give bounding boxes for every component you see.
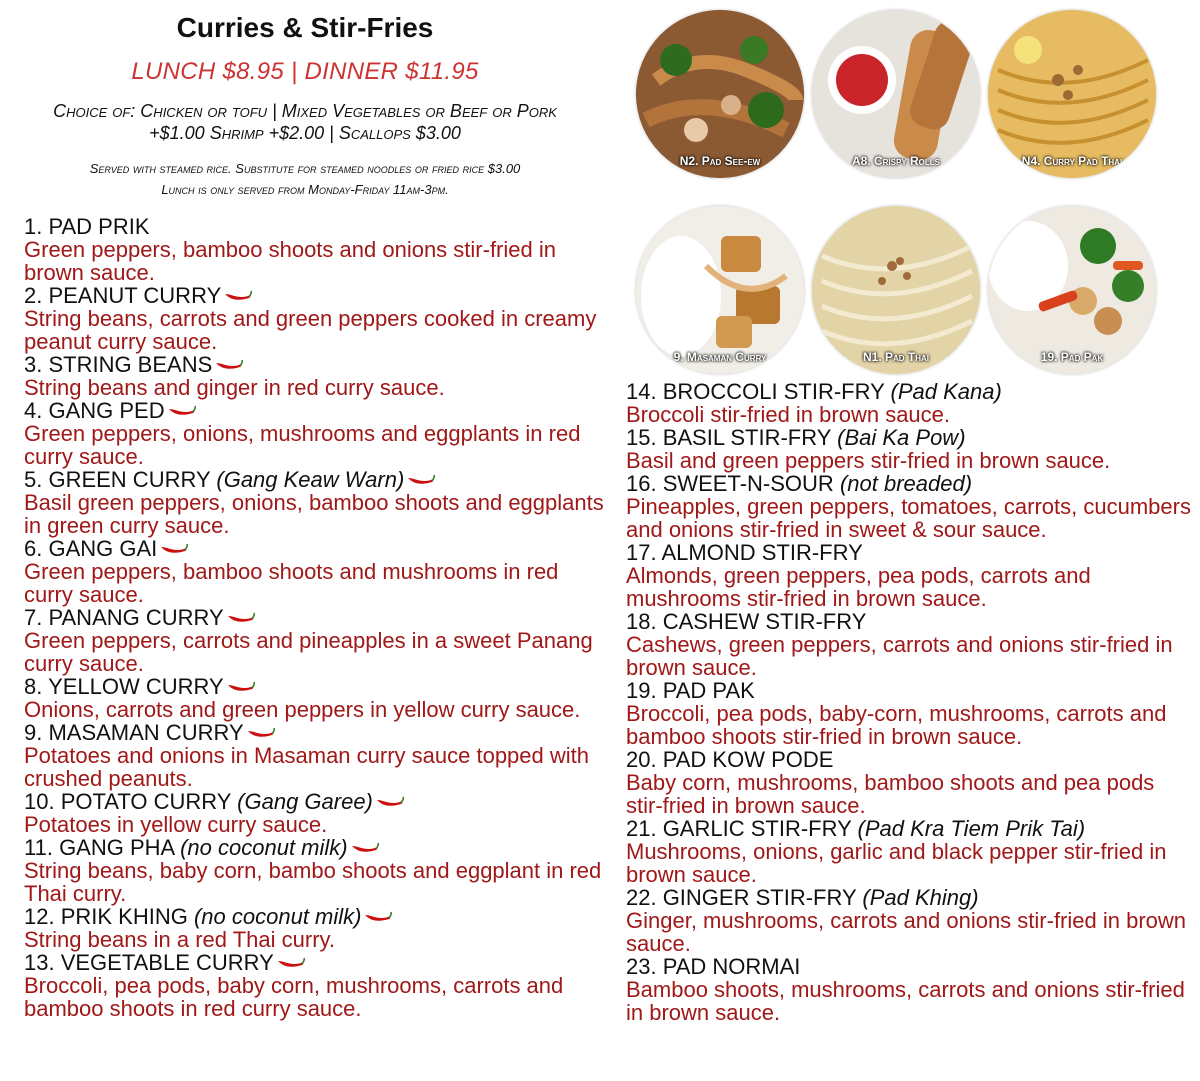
chili-pepper-icon xyxy=(375,796,405,810)
menu-item-name: 11. GANG PHA xyxy=(24,835,174,860)
menu-item-name-row xyxy=(626,748,1196,771)
menu-item-name: 17. ALMOND STIR-FRY xyxy=(626,540,863,565)
menu-item-description: Potatoes in yellow curry sauce. xyxy=(24,812,328,837)
photo-caption: N1. Pad Thai xyxy=(862,350,929,364)
menu-item-name: 14. BROCCOLI STIR-FRY xyxy=(626,379,885,404)
menu-item-description: Onions, carrots and green peppers in yellow curry sauce. xyxy=(24,697,581,722)
dish-photo-gallery xyxy=(636,10,1160,370)
menu-item-name-row xyxy=(626,380,1196,403)
menu-item-description: Green peppers, carrots and pineapples in a sweet Panang curry sauce. xyxy=(24,628,593,676)
menu-item-name-row xyxy=(24,353,604,376)
menu-column-left xyxy=(24,215,604,1020)
menu-item xyxy=(24,353,604,399)
menu-item xyxy=(24,468,604,537)
menu-item xyxy=(626,886,1196,955)
chili-pepper-icon xyxy=(246,727,276,741)
menu-item-description: String beans, carrots and green peppers cooked in creamy peanut curry sauce. xyxy=(24,306,597,354)
page-title: Curries & Stir-Fries xyxy=(176,12,434,43)
menu-item-description: Green peppers, onions, mushrooms and eggplants in red curry sauce. xyxy=(24,421,581,469)
menu-item-thai-name: (Pad Kana) xyxy=(890,379,1002,404)
chili-pepper-icon xyxy=(226,681,256,695)
menu-item-description: Cashews, green peppers, carrots and onions stir-fried in brown sauce. xyxy=(626,632,1173,680)
photo-caption: N2. Pad See-ew xyxy=(679,154,761,168)
menu-item-description: Broccoli, pea pods, baby corn, mushrooms, carrots and bamboo shoots in red curry sauce. xyxy=(24,973,564,1021)
menu-item-name-row xyxy=(626,817,1196,840)
menu-item xyxy=(24,284,604,353)
chili-pepper-icon xyxy=(350,842,380,856)
lunch-hours-note: Lunch is only served from Monday-Friday 11am-3pm. xyxy=(161,182,449,197)
chili-pepper-icon xyxy=(214,359,244,373)
menu-item-name: 20. PAD KOW PODE xyxy=(626,747,834,772)
menu-item-name-row xyxy=(24,606,604,629)
pad-see-ew-image xyxy=(636,10,804,178)
menu-item-name: 1. PAD PRIK xyxy=(24,214,150,239)
menu-item xyxy=(24,399,604,468)
menu-item xyxy=(626,541,1196,610)
menu-item xyxy=(24,606,604,675)
rice-note: Served with steamed rice. Substitute for steamed noodles or fried rice $3.00 xyxy=(89,161,521,176)
menu-item xyxy=(626,380,1196,426)
menu-item-description: Broccoli stir-fried in brown sauce. xyxy=(626,402,951,427)
menu-item xyxy=(24,905,604,951)
chili-pepper-icon xyxy=(406,474,436,488)
chili-pepper-icon xyxy=(167,405,197,419)
menu-item-description: Baby corn, mushrooms, bamboo shoots and pea pods stir-fried in brown sauce. xyxy=(626,770,1155,818)
menu-item-name-row xyxy=(24,284,604,307)
menu-item-description: Almonds, green peppers, pea pods, carrots and mushrooms stir-fried in brown sauce. xyxy=(626,563,1091,611)
menu-item-description: Mushrooms, onions, garlic and black pepper stir-fried in brown sauce. xyxy=(626,839,1167,887)
menu-item-name-row xyxy=(626,610,1196,633)
menu-item-name: 3. STRING BEANS xyxy=(24,352,213,377)
masaman-curry-photo xyxy=(636,206,804,374)
menu-item-name: 22. GINGER STIR-FRY xyxy=(626,885,857,910)
menu-item-description: String beans in a red Thai curry. xyxy=(24,927,336,952)
menu-item xyxy=(24,537,604,606)
chili-pepper-icon xyxy=(223,290,253,304)
menu-item xyxy=(24,951,604,1020)
menu-item-thai-name: (Pad Kra Tiem Prik Tai) xyxy=(857,816,1086,841)
photo-caption: 19. Pad Pak xyxy=(1040,350,1104,364)
menu-item xyxy=(626,472,1196,541)
menu-item-name-row xyxy=(626,472,1196,495)
menu-item-name: 5. GREEN CURRY xyxy=(24,467,211,492)
menu-item-description: Basil green peppers, onions, bamboo shoots and eggplants in green curry sauce. xyxy=(24,490,604,538)
menu-item-description: Broccoli, pea pods, baby-corn, mushrooms, carrots and bamboo shoots stir-fried in brown sauce. xyxy=(626,701,1167,749)
photo-caption: N4. Curry Pad Thai xyxy=(1021,154,1123,168)
menu-item-name: 7. PANANG CURRY xyxy=(24,605,224,630)
crispy-rolls-image xyxy=(812,10,980,178)
menu-item-name-row xyxy=(24,721,604,744)
menu-item-name-row xyxy=(24,790,604,813)
masaman-curry-image xyxy=(636,206,804,374)
menu-item-name: 13. VEGETABLE CURRY xyxy=(24,950,274,975)
photo-caption: A8. Crispy Rolls xyxy=(851,154,940,168)
menu-item-thai-name: (not breaded) xyxy=(839,471,973,496)
menu-item xyxy=(626,610,1196,679)
menu-item-thai-name: (no coconut milk) xyxy=(180,835,348,860)
menu-item-description: Bamboo shoots, mushrooms, carrots and onions stir-fried in brown sauce. xyxy=(626,977,1185,1025)
menu-item-name-row xyxy=(24,399,604,422)
menu-item-description: String beans, baby corn, bambo shoots and eggplant in red Thai curry. xyxy=(24,858,602,906)
curry-pad-thai-photo xyxy=(988,10,1156,178)
menu-item-name: 8. YELLOW CURRY xyxy=(24,674,224,699)
menu-item-name: 2. PEANUT CURRY xyxy=(24,283,222,308)
menu-item-description: String beans and ginger in red curry sauce. xyxy=(24,375,445,400)
menu-column-right xyxy=(626,380,1196,1024)
menu-item-name: 21. GARLIC STIR-FRY xyxy=(626,816,852,841)
menu-item-description: Pineapples, green peppers, tomatoes, carrots, cucumbers and onions stir-fried in sweet & sour sauce. xyxy=(626,494,1191,542)
menu-item-name-row xyxy=(626,886,1196,909)
menu-item-name: 19. PAD PAK xyxy=(626,678,755,703)
curry-pad-thai-image xyxy=(988,10,1156,178)
menu-item-description: Green peppers, bamboo shoots and onions stir-fried in brown sauce. xyxy=(24,237,556,285)
menu-item xyxy=(24,790,604,836)
chili-pepper-icon xyxy=(276,957,306,971)
chili-pepper-icon xyxy=(363,911,393,925)
served-note xyxy=(20,158,590,200)
menu-item-name: 15. BASIL STIR-FRY xyxy=(626,425,832,450)
menu-item-description: Potatoes and onions in Masaman curry sauce topped with crushed peanuts. xyxy=(24,743,589,791)
menu-item-name: 12. PRIK KHING xyxy=(24,904,188,929)
menu-item xyxy=(626,748,1196,817)
menu-item-thai-name: (Gang Keaw Warn) xyxy=(216,467,405,492)
price-line: LUNCH $8.95 | DINNER $11.95 xyxy=(131,58,479,85)
menu-item xyxy=(24,675,604,721)
pad-see-ew-photo xyxy=(636,10,804,178)
menu-item-name: 10. POTATO CURRY xyxy=(24,789,232,814)
menu-item-name-row xyxy=(24,905,604,928)
menu-item-name: 18. CASHEW STIR-FRY xyxy=(626,609,867,634)
menu-item-name: 23. PAD NORMAI xyxy=(626,954,801,979)
pad-thai-photo xyxy=(812,206,980,374)
menu-item-description: Green peppers, bamboo shoots and mushrooms in red curry sauce. xyxy=(24,559,559,607)
menu-item-name-row xyxy=(626,541,1196,564)
menu-item-thai-name: (no coconut milk) xyxy=(193,904,362,929)
menu-item xyxy=(24,836,604,905)
pad-pak-photo xyxy=(988,206,1156,374)
menu-item-thai-name: (Pad Khing) xyxy=(862,885,979,910)
menu-item-description: Basil and green peppers stir-fried in brown sauce. xyxy=(626,448,1111,473)
pad-thai-image xyxy=(812,206,980,374)
menu-item xyxy=(626,817,1196,886)
menu-item xyxy=(626,679,1196,748)
menu-item-description: Ginger, mushrooms, carrots and onions stir-fried in brown sauce. xyxy=(626,908,1187,956)
menu-item-name: 6. GANG GAI xyxy=(24,536,158,561)
protein-choice: Choice of: Chicken or tofu | Mixed Vegetables or Beef or Pork +$1.00 Shrimp +$2.00 | Scallops $3.00 xyxy=(53,101,557,143)
menu-item-name-row xyxy=(24,468,604,491)
menu-item xyxy=(24,721,604,790)
menu-item-name-row xyxy=(24,675,604,698)
menu-item-thai-name: (Gang Garee) xyxy=(237,789,373,814)
menu-item-name-row xyxy=(24,951,604,974)
menu-item-name: 9. MASAMAN CURRY xyxy=(24,720,244,745)
chili-pepper-icon xyxy=(226,612,256,626)
crispy-rolls-photo xyxy=(812,10,980,178)
pad-pak-image xyxy=(988,206,1156,374)
menu-item-name: 4. GANG PED xyxy=(24,398,165,423)
chili-pepper-icon xyxy=(159,543,189,557)
menu-item xyxy=(626,955,1196,1024)
photo-caption: 9. Masaman Curry xyxy=(673,350,767,364)
menu-item-thai-name: (Bai Ka Pow) xyxy=(837,425,966,450)
menu-item xyxy=(24,215,604,284)
menu-item-name-row xyxy=(24,215,604,238)
menu-item-name: 16. SWEET-N-SOUR xyxy=(626,471,834,496)
menu-item-name-row xyxy=(626,426,1196,449)
menu-item-name-row xyxy=(626,955,1196,978)
menu-header xyxy=(20,8,590,200)
menu-item-name-row xyxy=(24,537,604,560)
menu-item-name-row xyxy=(626,679,1196,702)
menu-item-name-row xyxy=(24,836,604,859)
menu-item xyxy=(626,426,1196,472)
